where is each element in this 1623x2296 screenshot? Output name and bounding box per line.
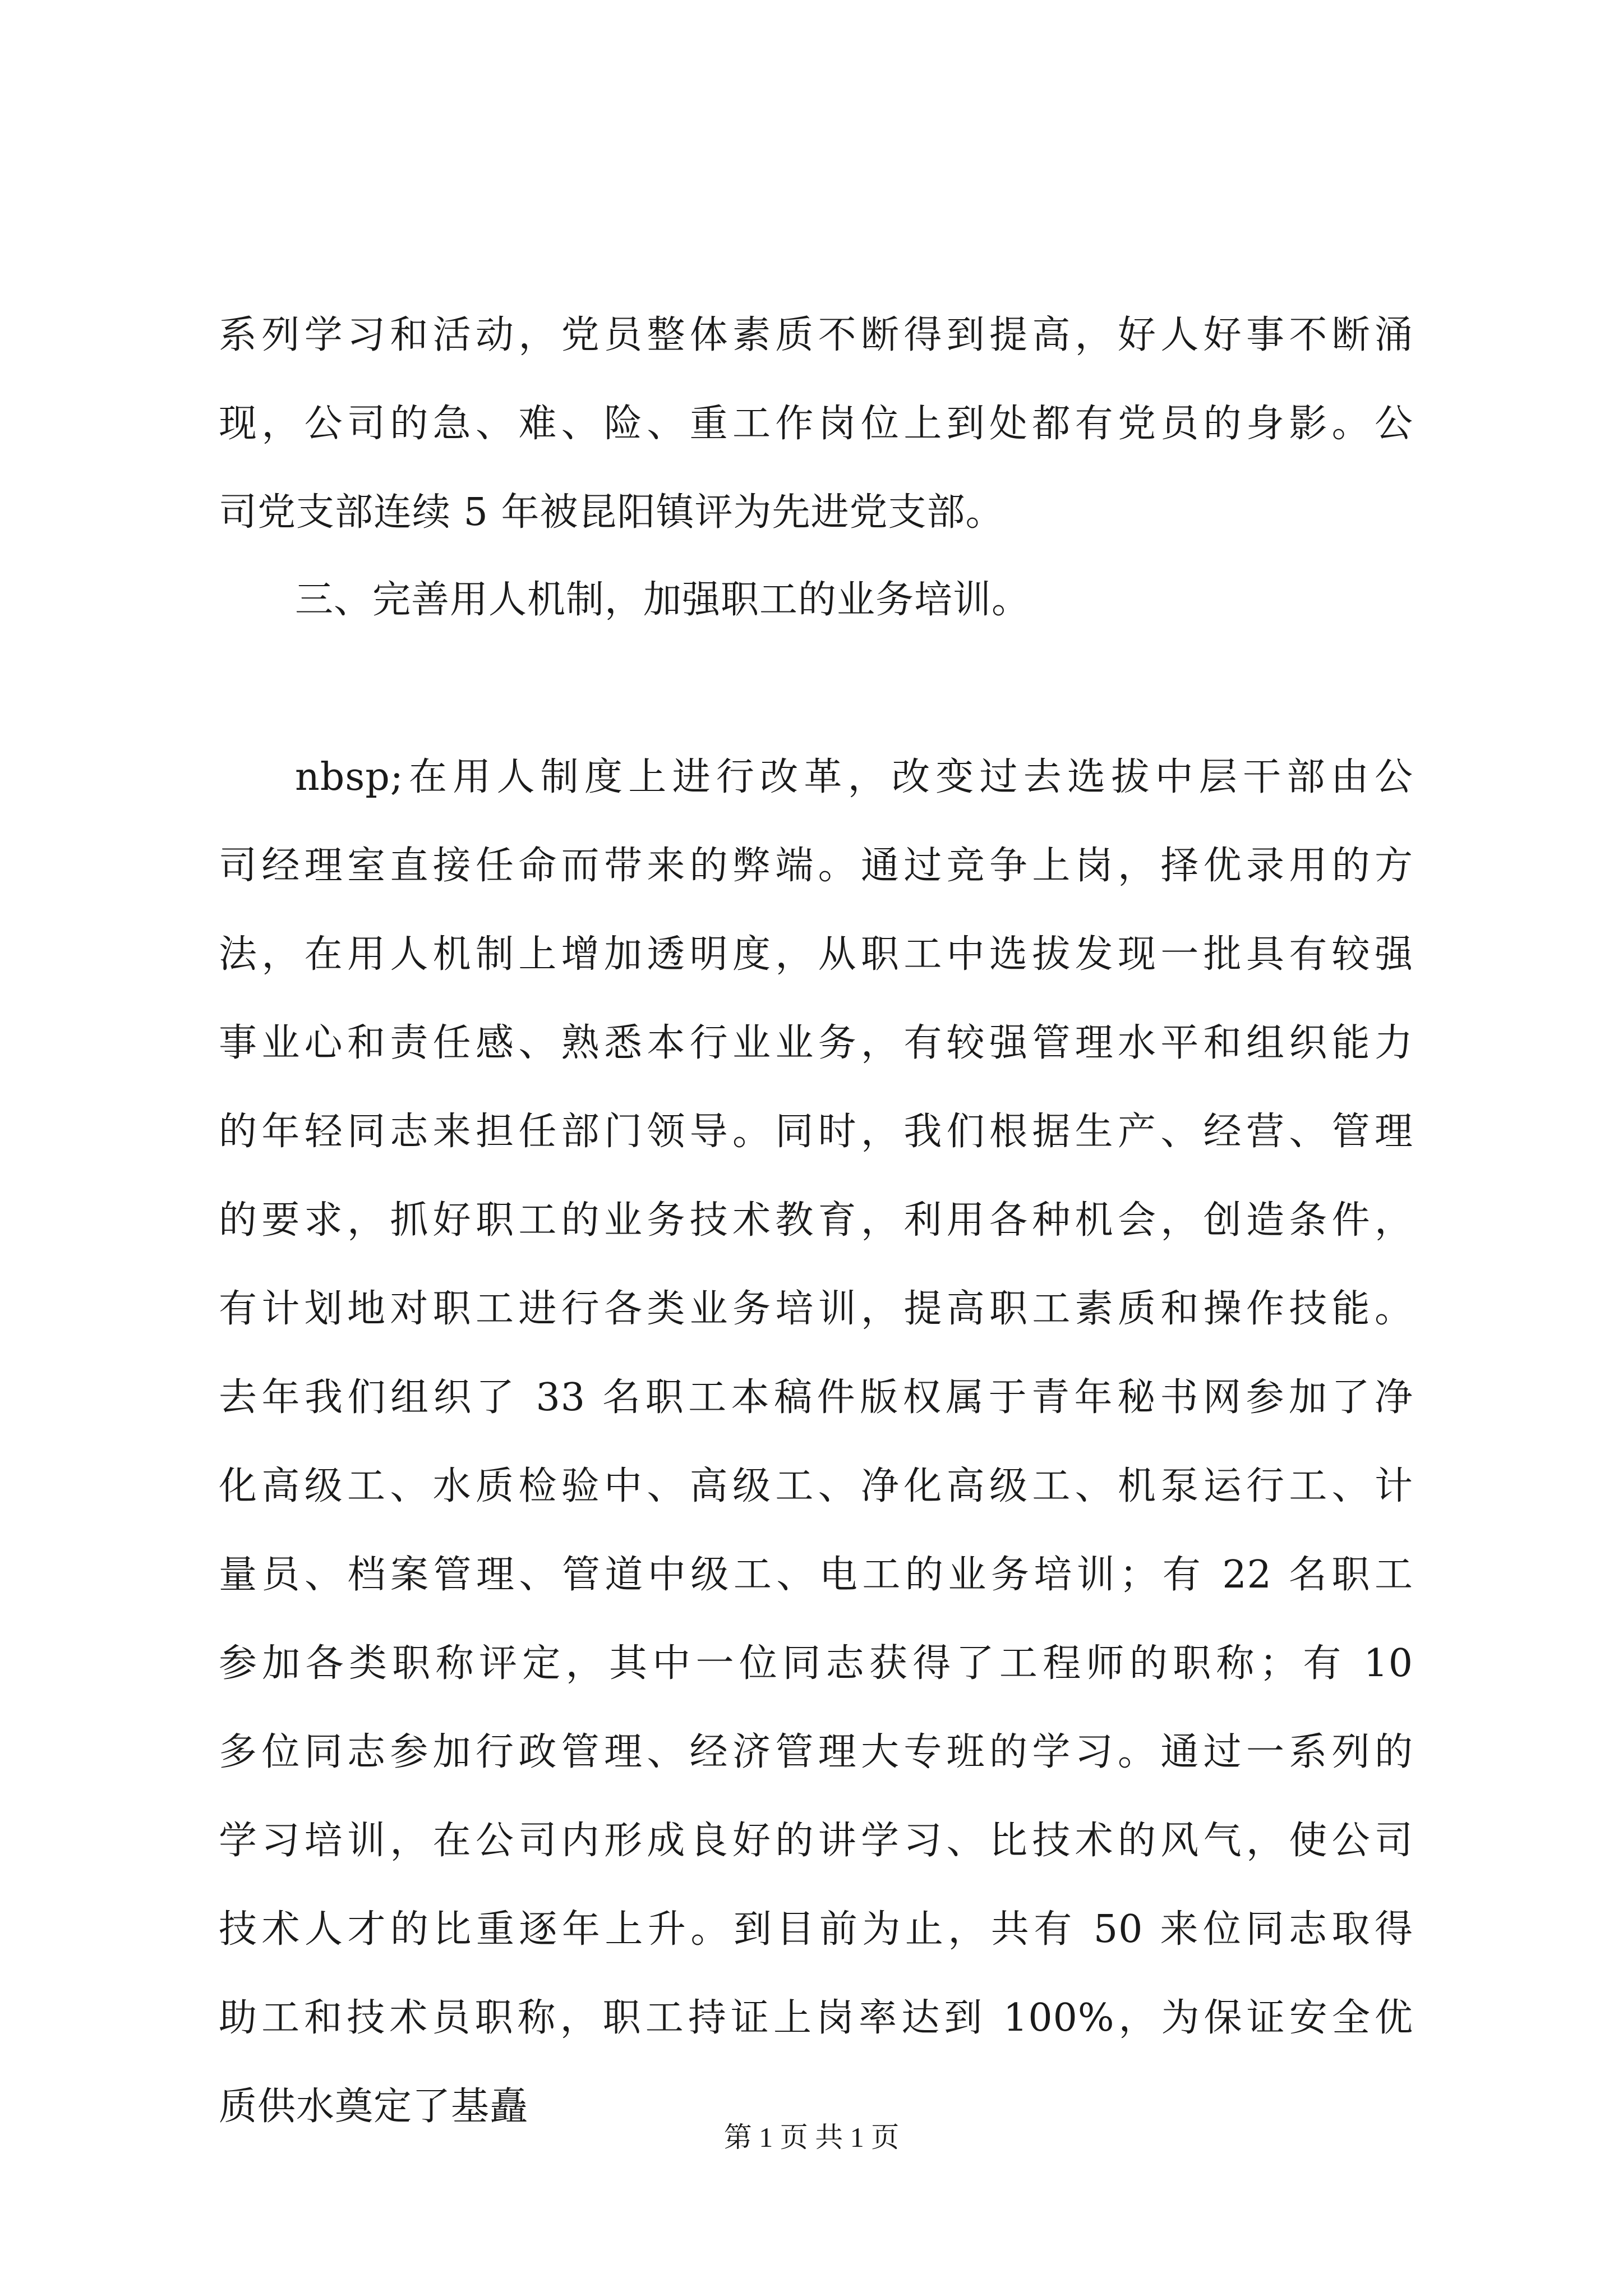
section-heading: 三、完善用人机制，加强职工的业务培训。: [295, 578, 1031, 622]
paragraph-line: 去年我们组织了 33 名职工本稿件版权属于青年秘书网参加了净: [219, 1375, 1413, 1420]
paragraph-line: 法，在用人机制上增加透明度，从职工中选拔发现一批具有较强: [219, 932, 1413, 977]
paragraph-line: 多位同志参加行政管理、经济管理大专班的学习。通过一系列的: [219, 1730, 1413, 1774]
paragraph-line: 学习培训，在公司内形成良好的讲学习、比技术的风气，使公司: [219, 1819, 1413, 1863]
paragraph-line: 助工和技术员职称，职工持证上岗率达到 100%，为保证安全优: [219, 1996, 1413, 2040]
paragraph-line: 有计划地对职工进行各类业务培训，提高职工素质和操作技能。: [219, 1287, 1413, 1331]
paragraph-line: 现，公司的急、难、险、重工作岗位上到处都有党员的身影。公: [219, 402, 1413, 446]
paragraph-line: 司经理室直接任命而带来的弊端。通过竞争上岗，择优录用的方: [219, 844, 1413, 888]
paragraph-line: 化高级工、水质检验中、高级工、净化高级工、机泵运行工、计: [219, 1464, 1413, 1508]
paragraph-line: 技术人才的比重逐年上升。到目前为止，共有 50 来位同志取得: [219, 1907, 1413, 1952]
paragraph-line: 司党支部连续 5 年被昆阳镇评为先进党支部。: [219, 490, 1004, 535]
page-footer: 第 1 页 共 1 页: [723, 2122, 900, 2153]
paragraph-line: 系列学习和活动，党员整体素质不断得到提高，好人好事不断涌: [219, 313, 1413, 357]
paragraph-line: nbsp;在用人制度上进行改革，改变过去选拔中层干部由公: [295, 755, 1413, 799]
paragraph-line: 质供水奠定了基矗: [219, 2085, 529, 2129]
paragraph-line: 参加各类职称评定，其中一位同志获得了工程师的职称；有 10: [219, 1641, 1413, 1686]
paragraph-line: 量员、档案管理、管道中级工、电工的业务培训；有 22 名职工: [219, 1553, 1413, 1597]
paragraph-line: 事业心和责任感、熟悉本行业业务，有较强管理水平和组织能力: [219, 1021, 1413, 1065]
paragraph-line: 的年轻同志来担任部门领导。同时，我们根据生产、经营、管理: [219, 1110, 1413, 1154]
paragraph-line: 的要求，抓好职工的业务技术教育，利用各种机会，创造条件，: [219, 1198, 1413, 1243]
